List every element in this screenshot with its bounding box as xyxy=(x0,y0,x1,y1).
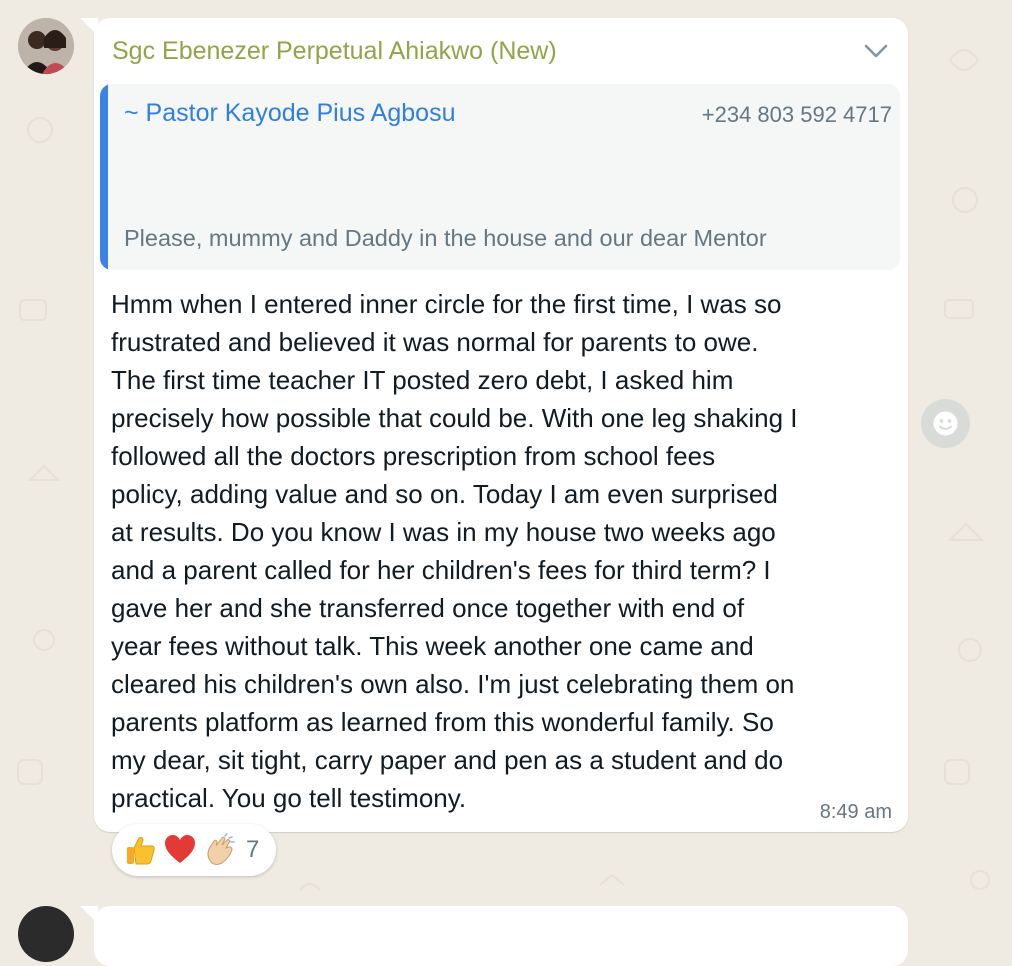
message-timestamp: 8:49 am xyxy=(819,801,892,823)
message-text-line: my dear, sit tight, carry paper and pen as a student and do xyxy=(111,745,784,775)
reactions-pill[interactable] xyxy=(112,824,276,876)
reaction-count: 7 xyxy=(246,836,260,863)
message-bubble[interactable] xyxy=(94,18,908,832)
next-message-bubble[interactable] xyxy=(94,906,908,966)
message-text-line: followed all the doctors prescription from school fees xyxy=(111,441,716,471)
message-text-line: frustrated and believed it was normal for parents to owe. xyxy=(111,327,759,357)
message-text-line: year fees without talk. This week another one came and xyxy=(111,631,754,661)
message-text-line: and a parent called for her children's fees for third term? I xyxy=(111,555,771,585)
quoted-text xyxy=(124,138,892,270)
message-text-line: Hmm when I entered inner circle for the first time, I was so xyxy=(111,289,782,319)
chevron-down-icon[interactable] xyxy=(862,38,890,62)
message-text-line: at results. Do you know I was in my house two weeks ago xyxy=(111,517,776,547)
message-text-line: gave her and she transferred once together with end of xyxy=(111,593,745,623)
red-heart-icon xyxy=(163,833,197,867)
sender-name[interactable]: Sgc Ebenezer Perpetual Ahiakwo (New) xyxy=(112,37,557,65)
message-text-line: policy, adding value and so on. Today I am even surprised xyxy=(111,479,778,509)
message-text xyxy=(111,285,901,817)
emoji-reaction-button[interactable] xyxy=(921,399,970,448)
avatar-photo-icon xyxy=(18,18,74,74)
message-text-line: cleared his children's own also. I'm just celebrating them on xyxy=(111,669,795,699)
next-sender-avatar[interactable] xyxy=(18,906,74,962)
smiley-icon xyxy=(921,399,970,448)
clapping-hands-icon xyxy=(203,833,237,867)
sender-avatar[interactable] xyxy=(18,18,74,74)
quoted-author: ~ Pastor Kayode Pius Agbosu xyxy=(124,99,456,127)
quoted-text-line: Please, mummy and Daddy in the house and our dear Mentor xyxy=(124,225,767,251)
quoted-message[interactable] xyxy=(100,84,900,270)
thumbs-up-icon xyxy=(124,833,158,867)
quote-accent-bar xyxy=(100,84,108,270)
quoted-phone: +234 803 592 4717 xyxy=(701,102,892,127)
message-text-line: parents platform as learned from this wonderful family. So xyxy=(111,707,774,737)
message-text-line: The first time teacher IT posted zero debt, I asked him xyxy=(111,365,734,395)
message-text-line: practical. You go tell testimony. xyxy=(111,783,467,813)
message-text-line: precisely how possible that could be. With one leg shaking I xyxy=(111,403,798,433)
